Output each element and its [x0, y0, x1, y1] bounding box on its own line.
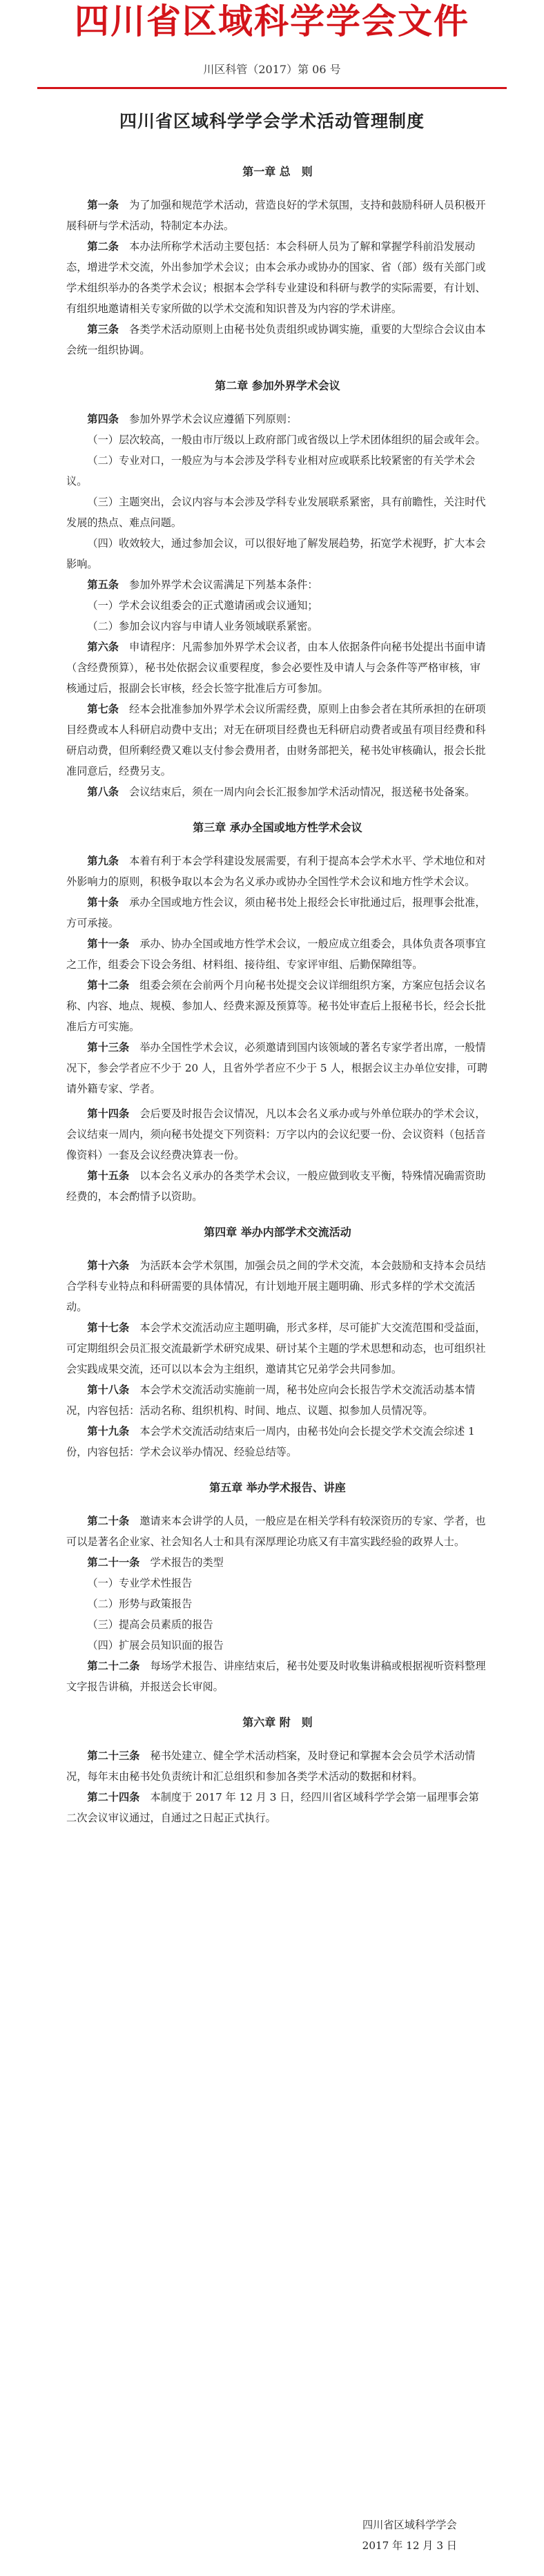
red-divider-line: [37, 87, 507, 89]
article-label: 第五条: [87, 579, 119, 591]
chapter-heading: 第二章 参加外界学术会议: [215, 379, 340, 392]
document-body: [66, 162, 489, 1828]
article-label: 第七条: [87, 703, 119, 715]
article-label: 第二十二条: [87, 1660, 140, 1672]
list-item: （一）学术会议组委会的正式邀请函或会议通知；: [87, 599, 318, 612]
article: [66, 851, 489, 892]
article-label: 第十三条: [87, 1041, 130, 1054]
document-number: 川区科管（2017）第 06 号: [203, 63, 341, 76]
article-text: 举办全国性学术会议，必须邀请到国内该领域的著名专家学者出席，一般情况下，参会学者应不少于 20 人，且省外学者应不少于 5 人，根据会议主办单位安排，可聘请外籍专家、学者。: [66, 1041, 488, 1095]
article: [66, 1511, 489, 1552]
article: [66, 1165, 489, 1207]
article-label: 第十四条: [87, 1107, 130, 1120]
article-label: 第十二条: [87, 979, 130, 991]
chapter-heading: 第六章 附 则: [242, 1716, 313, 1729]
article-text: 本制度于 2017 年 12 月 3 日，经四川省区域科学学会第一届理事会第二次会议审议通过，自通过之日起正式执行。: [66, 1791, 479, 1824]
list-item: （四）收效较大，通过参加会议，可以很好地了解发展趋势，拓宽学术视野，扩大本会影响。: [66, 537, 486, 570]
article-text: 参加外界学术会议应遵循下列原则：: [129, 413, 298, 425]
article: [66, 1037, 489, 1099]
article-text: 参加外界学术会议需满足下列基本条件：: [129, 579, 318, 591]
chapter-heading: 第五章 举办学术报告、讲座: [209, 1481, 346, 1494]
article-text: 各类学术活动原则上由秘书处负责组织或协调实施，重要的大型综合会议由本会统一组织协调。: [66, 323, 486, 356]
list-item: （三）提高会员素质的报告: [87, 1618, 213, 1631]
article-label: 第二条: [87, 240, 119, 253]
article-label: 第一条: [87, 199, 119, 211]
article-text: 为了加强和规范学术活动，营造良好的学术氛围，支持和鼓励科研人员积极开展科研与学术活动，特制定本办法。: [66, 199, 486, 232]
article-label: 第三条: [87, 323, 119, 336]
article-label: 第九条: [87, 855, 119, 867]
article: [66, 1745, 489, 1787]
article: [66, 236, 489, 319]
article: [66, 1255, 489, 1317]
article-label: 第十六条: [87, 1259, 130, 1272]
article-label: 第十一条: [87, 938, 130, 950]
article-label: 第二十四条: [87, 1791, 140, 1803]
article-text: 邀请来本会讲学的人员，一般应是在相关学科有较深资历的专家、学者，也可以是著名企业家、社会知名人士和具有深厚理论功底又有丰富实践经验的政界人士。: [66, 1515, 486, 1548]
article: [66, 1379, 489, 1421]
article: [66, 1103, 489, 1165]
list-item: （三）主题突出，会议内容与本会涉及学科专业发展联系紧密，具有前瞻性，关注时代发展的热点、难点问题。: [66, 496, 486, 529]
article-text: 本办法所称学术活动主要包括：本会科研人员为了解和掌握学科前沿发展动态，增进学术交流，外出参加学术会议；由本会承办或协办的国家、省（部）级有关部门或学术组织举办的各类学术会议；根据本会学科专业建设和科研与教学的实际需要，有计划、有组织地邀请相关专家所做的以学术交流和知识普及为内容的学术讲座。: [66, 240, 486, 315]
article-text: 本会学术交流活动结束后一周内，由秘书处向会长提交学术交流会综述 1 份，内容包括：学术会议举办情况、经验总结等。: [66, 1425, 475, 1458]
article: [66, 195, 489, 236]
article-text: 以本会名义承办的各类学术会议，一般应做到收支平衡，特殊情况确需资助经费的，本会酌情予以资助。: [66, 1170, 486, 1203]
article-label: 第八条: [87, 786, 119, 798]
article-text: 每场学术报告、讲座结束后，秘书处要及时收集讲稿或根据视听资料整理文字报告讲稿，并报送会长审阅。: [66, 1660, 486, 1693]
document-title: 四川省区域科学学会学术活动管理制度: [119, 111, 425, 131]
article-text: 为活跃本会学术氛围，加强会员之间的学术交流，本会鼓励和支持本会员结合学科专业特点和科研需要的具体情况，有计划地开展主题明确、形式多样的学术交流活动。: [66, 1259, 486, 1313]
article-text: 本会学术交流活动实施前一周，秘书处应向会长报告学术交流活动基本情况，内容包括：活动名称、组织机构、时间、地点、议题、拟参加人员情况等。: [66, 1384, 476, 1417]
article: [66, 637, 489, 699]
article: [66, 892, 489, 933]
article-label: 第二十一条: [87, 1556, 140, 1569]
article-text: 经本会批准参加外界学术会议所需经费，原则上由参会者在其所承担的在研项目经费或本人科研启动费中支出；对无在研项目经费也无科研启动费者或虽有项目经费和科研启动费，但所剩经费又难以支付参会费用者，由财务部把关，秘书处审核确认，报会长批准同意后，经费另支。: [66, 703, 486, 777]
article-text: 学术报告的类型: [150, 1556, 224, 1569]
article-text: 会后要及时报告会议情况，凡以本会名义承办或与外单位联办的学术会议，会议结束一周内，须向秘书处提交下列资料：万字以内的会议纪要一份、会议资料（包括音像资料）一套及会议经费决算表一份。: [66, 1107, 486, 1161]
list-item: （一）专业学术性报告: [87, 1577, 193, 1589]
signature-org: 四川省区域科学学会: [362, 2519, 457, 2531]
article-text: 承办全国或地方性会议，须由秘书处上报经会长审批通过后，报理事会批准，方可承接。: [66, 896, 486, 929]
list-item: （四）扩展会员知识面的报告: [87, 1639, 224, 1652]
article-label: 第十九条: [87, 1425, 130, 1437]
article: [66, 1421, 489, 1462]
article-text: 会议结束后，须在一周内向会长汇报参加学术活动情况，报送秘书处备案。: [129, 786, 476, 798]
list-item: （二）专业对口，一般应为与本会涉及学科专业相对应或联系比较紧密的有关学术会议。: [66, 454, 476, 487]
article-text: 承办、协办全国或地方性学术会议，一般应成立组委会，具体负责各项事宜之工作，组委会下设会务组、材料组、接待组、专家评审组、后勤保障组等。: [66, 938, 486, 971]
article: [66, 409, 489, 429]
article: [66, 319, 489, 360]
article-label: 第六条: [87, 641, 119, 653]
list-item: （二）形势与政策报告: [87, 1598, 193, 1610]
signature-block: [362, 2515, 457, 2556]
article: [66, 1317, 489, 1379]
article-label: 第二十条: [87, 1515, 130, 1527]
article-text: 秘书处建立、健全学术活动档案，及时登记和掌握本会会员学术活动情况，每年末由秘书处负责统计和汇总组织和参加各类学术活动的数据和材料。: [66, 1750, 476, 1783]
article: [66, 1552, 489, 1573]
article: [66, 1656, 489, 1697]
article-text: 本着有利于本会学科建设发展需要，有利于提高本会学术水平、学术地位和对外影响力的原则，积极争取以本会为名义承办或协办全国性学术会议和地方性学术会议。: [66, 855, 486, 888]
chapter-heading: 第四章 举办内部学术交流活动: [204, 1226, 351, 1239]
article-text: 组委会须在会前两个月向秘书处提交会议详细组织方案，方案应包括会议名称、内容、地点、规模、参加人、经费来源及预算等。秘书处审查后上报秘书长，经会长批准后方可实施。: [66, 979, 486, 1033]
article-label: 第十五条: [87, 1170, 130, 1182]
article: [66, 574, 489, 595]
article: [66, 699, 489, 782]
article: [66, 782, 489, 802]
article: [66, 1787, 489, 1828]
article-label: 第十条: [87, 896, 119, 909]
chapter-heading: 第一章 总 则: [242, 165, 313, 178]
article-label: 第十七条: [87, 1321, 130, 1334]
list-item: （一）层次较高，一般由市厅级以上政府部门或省级以上学术团体组织的届会或年会。: [87, 434, 486, 446]
article-label: 第二十三条: [87, 1750, 140, 1762]
chapter-heading: 第三章 承办全国或地方性学术会议: [193, 821, 362, 834]
masthead: 四川省区域科学学会文件: [75, 1, 469, 41]
article: [66, 933, 489, 975]
article-text: 申请程序：凡需参加外界学术会议者，由本人依据条件向秘书处提出书面申请（含经费预算），秘书处依据会议重要程度，参会必要性及申请人与会条件等严格审核，审核通过后，报副会长审核，经会长签字批准后方可参加。: [66, 641, 486, 695]
list-item: （二）参加会议内容与申请人业务领域联系紧密。: [87, 620, 318, 632]
article-label: 第四条: [87, 413, 119, 425]
article-text: 本会学术交流活动应主题明确，形式多样，尽可能扩大交流范围和受益面，可定期组织会员汇报交流最新学术研究成果、研讨某个主题的学术思想和动态，也可组织社会实践成果交流，还可以以本会为主组织，邀请其它兄弟学会共同参加。: [66, 1321, 486, 1375]
article-label: 第十八条: [87, 1384, 130, 1396]
signature-date: 2017 年 12 月 3 日: [362, 2539, 457, 2552]
article: [66, 975, 489, 1037]
